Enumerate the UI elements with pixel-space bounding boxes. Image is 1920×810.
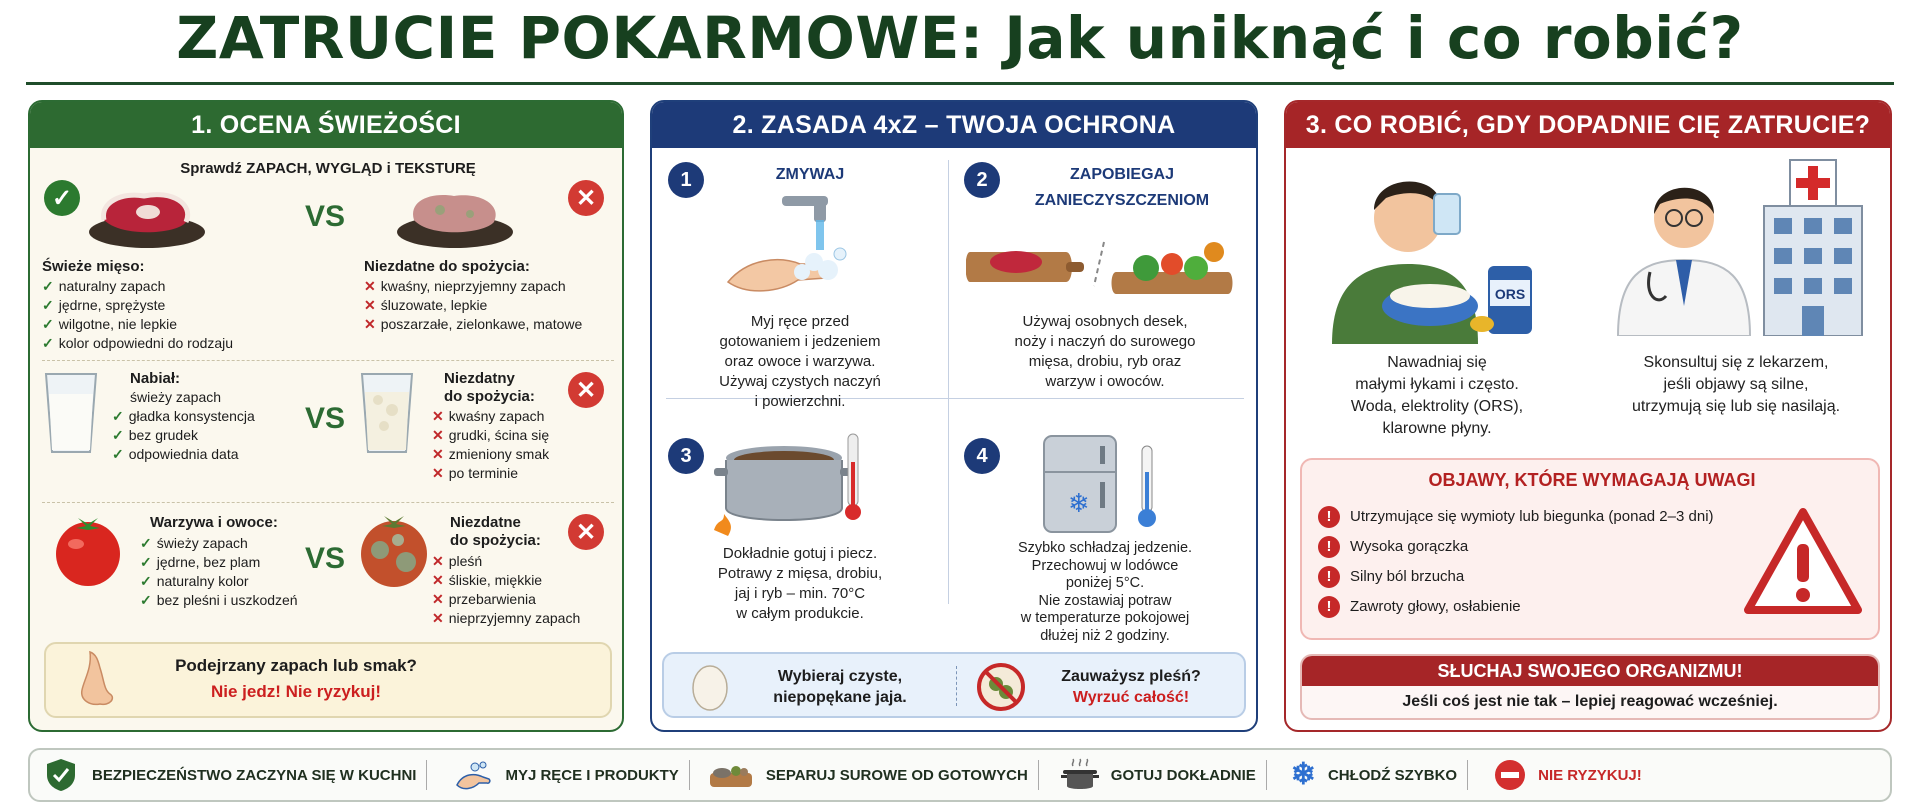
vs-label: VS — [305, 200, 346, 233]
spoiled-milk-glass-icon — [358, 370, 416, 456]
symptom-row: ! Utrzymujące się wymioty lub biegunka (ponad 2–3 dni) — [1318, 506, 1714, 528]
step-title-line-2: ZANIECZYSZCZENIOM — [1034, 192, 1210, 209]
mold-tip: Zauważysz pleśń? Wyrzuć całość! — [1061, 668, 1201, 706]
row-divider — [42, 360, 614, 361]
four-z-heading: 2. ZASADA 4xZ – TWOJA OCHRONA — [652, 102, 1256, 148]
list-item: ✕ kwaśny, nieprzyjemny zapach — [364, 278, 566, 294]
alert-icon: ! — [1318, 596, 1340, 618]
step-number-badge: 1 — [668, 162, 704, 198]
step-number-badge: 2 — [964, 162, 1000, 198]
vs-label: VS — [305, 542, 346, 575]
tips-box — [662, 652, 1246, 718]
vs-label: VS — [305, 402, 346, 435]
washing-hands-icon — [453, 757, 493, 793]
spoiled-meat-label: Niezdatne do spożycia: — [364, 258, 530, 275]
list-item: ✓ naturalny zapach — [42, 278, 166, 294]
page-title: ZATRUCIE POKARMOWE: Jak uniknąć i co robić? — [176, 4, 1744, 72]
fresh-milk-glass-icon — [42, 370, 100, 456]
spoiled-veg-list — [432, 552, 580, 628]
four-z-rule-section — [650, 100, 1258, 732]
separate-cutting-boards-icon — [966, 222, 1236, 304]
suspicious-warning-box — [44, 642, 612, 718]
list-item: ✕ pleśń — [432, 553, 483, 569]
list-item: ✓ bez grudek — [112, 427, 199, 443]
warning-answer: Nie jedz! Nie ryzykuj! — [210, 682, 382, 701]
list-item: ✕ kwaśny zapach — [432, 408, 545, 424]
bottom-tips-bar — [28, 748, 1892, 802]
symptom-row: ! Wysoka gorączka — [1318, 536, 1468, 558]
fresh-tomato-icon — [48, 510, 128, 588]
spoiled-dairy-label-2: do spożycia: — [444, 388, 535, 405]
spoiled-meat-list — [364, 277, 582, 334]
symptom-row: ! Zawroty głowy, osłabienie — [1318, 596, 1521, 618]
person-drinking-icon — [1312, 154, 1550, 344]
svg-text:❄: ❄ — [1068, 489, 1090, 519]
list-item: ✓ wilgotne, nie lepkie — [42, 316, 178, 332]
listen-title: SŁUCHAJ SWOJEGO ORGANIZMU! — [1302, 656, 1878, 686]
what-to-do-heading: 3. CO ROBIĆ, GDY DOPADNIE CIĘ ZATRUCIE? — [1286, 102, 1890, 148]
warning-triangle-icon — [1742, 506, 1864, 616]
ors-label: ORS — [1494, 286, 1526, 302]
egg-icon — [690, 660, 730, 712]
list-item: ✕ nieprzyjemny zapach — [432, 610, 581, 626]
what-to-do-section — [1284, 100, 1892, 732]
list-item: ✓ kolor odpowiedni do rodzaju — [42, 335, 234, 351]
list-item: ✓ jędrne, bez plam — [140, 554, 261, 570]
spoiled-dairy-label-1: Niezdatny — [444, 370, 515, 387]
bottom-tip-item: BEZPIECZEŃSTWO ZACZYNA SIĘ W KUCHNI — [30, 757, 426, 793]
cross-badge-icon: ✕ — [568, 372, 604, 408]
check-badge-icon: ✓ — [44, 180, 80, 216]
washing-hands-icon — [718, 192, 882, 304]
spoiled-veg-label-1: Niezdatne — [450, 514, 521, 531]
tips-divider — [956, 666, 957, 706]
step-title: ZMYWAJ — [775, 166, 845, 183]
cooking-pot-icon — [714, 432, 884, 542]
step-description: Używaj osobnych desek, noży i naczyń do surowego mięsa, drobiu, ryb oraz warzyw i owoców. — [1014, 313, 1196, 390]
fresh-meat-label: Świeże mięso: — [42, 258, 145, 275]
fresh-dairy-list — [112, 388, 255, 464]
list-item: ✕ zmieniony smak — [432, 446, 550, 462]
list-item: ✕ grudki, ścina się — [432, 427, 550, 443]
fresh-meat-list — [42, 277, 233, 353]
bottom-tip-item: ❄ CHŁODŹ SZYBKO — [1290, 758, 1458, 791]
row-divider — [42, 502, 614, 503]
listen-box — [1300, 654, 1880, 720]
spoiled-veg-label-2: do spożycia: — [450, 532, 541, 549]
list-item: ✓ bez pleśni i uszkodzeń — [140, 592, 298, 608]
grid-divider-vertical — [948, 160, 949, 604]
hydrate-advice: Nawadniaj się małymi łykami i często. Woda, elektrolity (ORS), klarowne płyny. — [1350, 354, 1524, 437]
doctor-advice: Skonsultuj się z lekarzem, jeśli objawy są silne, utrzymują się lub się nasilają. — [1631, 354, 1841, 415]
pot-icon — [1061, 758, 1099, 792]
shield-icon — [44, 757, 78, 793]
list-item: ✕ śliskie, miękkie — [432, 572, 543, 588]
symptoms-box — [1300, 458, 1880, 640]
bottom-tip-item: SEPARUJ SUROWE OD GOTOWYCH — [690, 759, 1038, 791]
nose-icon — [78, 650, 118, 712]
step-title-line-1: ZAPOBIEGAJ — [1069, 166, 1174, 183]
cross-badge-icon: ✕ — [568, 180, 604, 216]
alert-icon: ! — [1318, 536, 1340, 558]
symptom-row: ! Silny ból brzucha — [1318, 566, 1464, 588]
freshness-section — [28, 100, 624, 732]
fresh-steak-icon — [82, 182, 212, 252]
cutting-board-icon — [708, 759, 754, 791]
cross-badge-icon: ✕ — [568, 514, 604, 550]
eggs-tip: Wybieraj czyste, niepopękane jaja. — [773, 668, 907, 706]
title-divider — [26, 82, 1894, 85]
bottom-tip-item: NIE RYZYKUJ! — [1468, 759, 1652, 791]
fridge-thermometer-icon — [1038, 432, 1178, 536]
step-description: Dokładnie gotuj i piecz. Potrawy z mięsa, drobiu, jaj i ryb – min. 70°C w całym produkcie. — [717, 545, 883, 622]
list-item: ✓ świeży zapach — [140, 535, 248, 551]
spoiled-dairy-list — [432, 407, 549, 483]
doctor-hospital-icon — [1614, 156, 1866, 336]
symptoms-title: OBJAWY, KTÓRE WYMAGAJĄ UWAGI — [1428, 470, 1756, 490]
list-item: ✓ odpowiednia data — [112, 446, 239, 462]
step-number-badge: 3 — [668, 438, 704, 474]
step-number-badge: 4 — [964, 438, 1000, 474]
list-item: ✕ śluzowate, lepkie — [364, 297, 488, 313]
list-item: ✕ poszarzałe, zielonkawe, matowe — [364, 316, 583, 332]
step-description: Szybko schładzaj jedzenie. Przechowuj w lodówce poniżej 5°C. Nie zostawiaj potraw w temperaturze pokojowej dłużej niż 2 godziny. — [1017, 540, 1193, 644]
list-item: ✓ naturalny kolor — [140, 573, 249, 589]
list-item: ✓ gładka konsystencja — [112, 408, 255, 424]
list-item: ✕ po terminie — [432, 465, 518, 481]
list-item: ✕ przebarwienia — [432, 591, 536, 607]
stop-icon — [1494, 759, 1526, 791]
list-item: ✓ jędrne, sprężyste — [42, 297, 166, 313]
freshness-heading: 1. OCENA ŚWIEŻOŚCI — [30, 102, 622, 148]
step-description: Myj ręce przed gotowaniem i jedzeniem oraz owoce i warzywa. Używaj czystych naczyń i powierzchni. — [719, 313, 881, 410]
warning-question: Podejrzany zapach lub smak? — [175, 656, 417, 675]
spoiled-meat-icon — [390, 182, 520, 252]
alert-icon: ! — [1318, 506, 1340, 528]
no-mold-icon — [976, 662, 1026, 712]
fresh-veg-list — [140, 534, 298, 610]
bottom-tip-item: GOTUJ DOKŁADNIE — [1039, 758, 1266, 792]
veg-label: Warzywa i owoce: — [150, 514, 278, 531]
bottom-tip-item: MYJ RĘCE I PRODUKTY — [427, 757, 688, 793]
freshness-subtitle: Sprawdź ZAPACH, WYGLĄD i TEKSTURĘ — [180, 160, 476, 177]
dairy-label: Nabiał: — [130, 370, 181, 387]
snowflake-icon: ❄ — [1290, 758, 1316, 791]
moldy-tomato-icon — [352, 510, 436, 590]
list-item: świeży zapach — [130, 389, 222, 405]
alert-icon: ! — [1318, 566, 1340, 588]
listen-text: Jeśli coś jest nie tak – lepiej reagować wcześniej. — [1402, 693, 1778, 710]
